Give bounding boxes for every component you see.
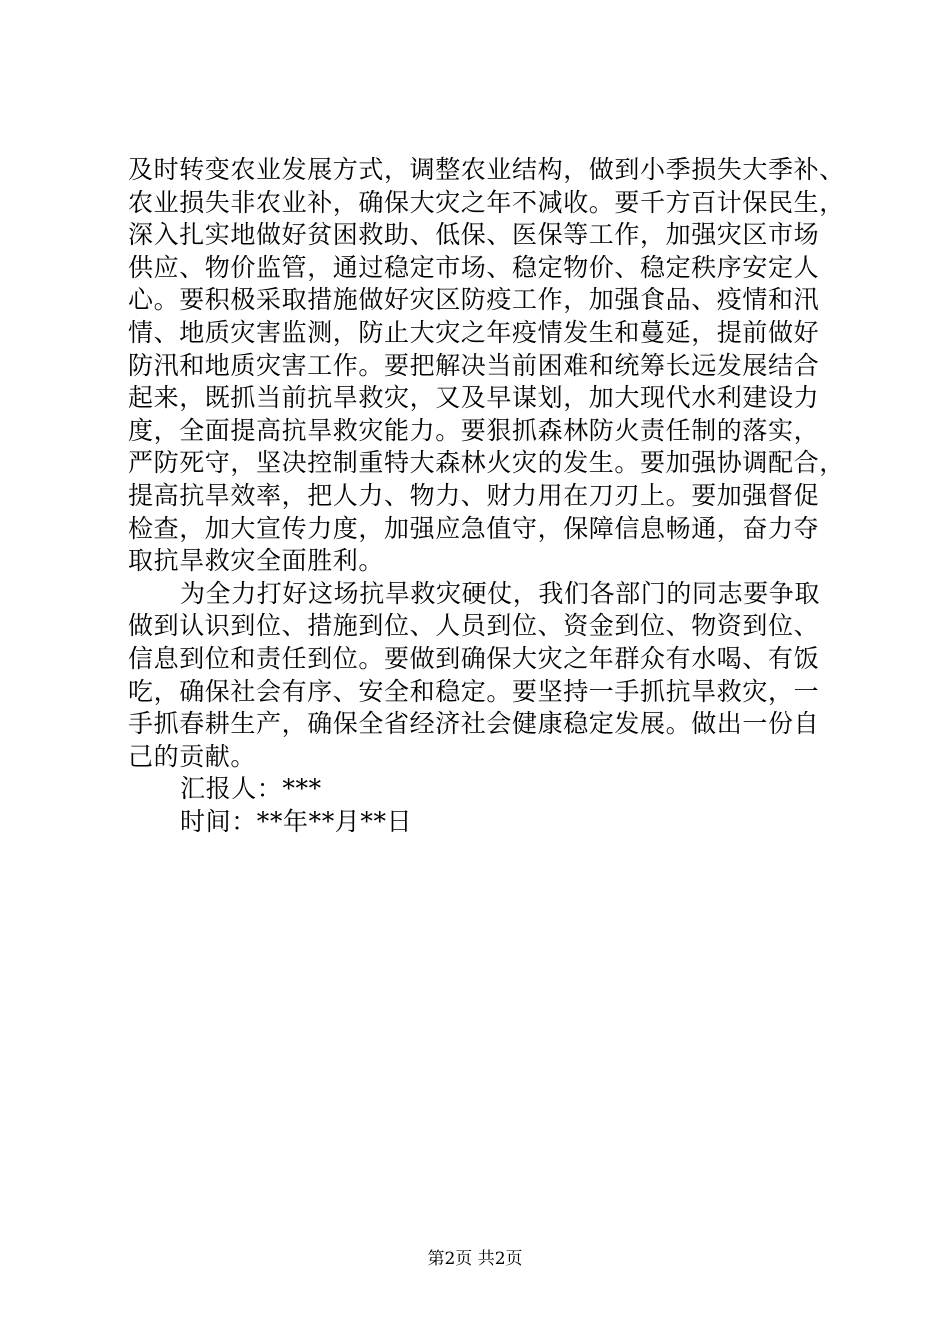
text-line: 为全力打好这场抗旱救灾硬仗，我们各部门的同志要争取 xyxy=(180,578,821,608)
text-line: 防汛和地质灾害工作。要把解决当前困难和统筹长远发展结合 xyxy=(128,350,820,380)
reporter-line: 汇报人：*** xyxy=(180,774,322,804)
text-line: 及时转变农业发展方式，调整农业结构，做到小季损失大季补、 xyxy=(128,155,845,184)
text-line: 信息到位和责任到位。要做到确保大灾之年群众有水喝、有饭 xyxy=(128,643,820,673)
text-line: 手抓春耕生产，确保全省经济社会健康稳定发展。做出一份自 xyxy=(128,709,820,739)
text-line: 农业损失非农业补，确保大灾之年不减收。要千方百计保民生， xyxy=(128,187,845,217)
text-line: 吃，确保社会有序、安全和稳定。要坚持一手抓抗旱救灾，一 xyxy=(128,676,820,706)
text-line: 检查，加大宣传力度，加强应急值守，保障信息畅通，奋力夺 xyxy=(128,513,820,543)
text-line: 深入扎实地做好贫困救助、低保、医保等工作，加强灾区市场 xyxy=(128,220,820,250)
date-line: 时间：**年**月**日 xyxy=(180,806,413,836)
document-body xyxy=(128,154,845,838)
text-line: 度，全面提高抗旱救灾能力。要狠抓森林防火责任制的落实， xyxy=(128,415,820,445)
page-number-footer: 第2页 共2页 xyxy=(427,1249,523,1269)
text-line: 情、地质灾害监测，防止大灾之年疫情发生和蔓延，提前做好 xyxy=(128,317,820,347)
text-line: 起来，既抓当前抗旱救灾，又及早谋划，加大现代水利建设力 xyxy=(128,383,820,413)
paragraph-1 xyxy=(128,154,845,578)
text-line: 心。要积极采取措施做好灾区防疫工作，加强食品、疫情和汛 xyxy=(128,285,820,315)
text-line: 供应、物价监管，通过稳定市场、稳定物价、稳定秩序安定人 xyxy=(128,252,820,282)
text-line: 取抗旱救灾全面胜利。 xyxy=(128,546,385,576)
text-line: 做到认识到位、措施到位、人员到位、资金到位、物资到位、 xyxy=(128,611,820,641)
text-line: 己的贡献。 xyxy=(128,741,257,771)
text-line: 严防死守，坚决控制重特大森林火灾的发生。要加强协调配合， xyxy=(128,448,845,478)
paragraph-2 xyxy=(128,578,833,774)
text-line: 提高抗旱效率，把人力、物力、财力用在刀刃上。要加强督促 xyxy=(128,480,820,510)
